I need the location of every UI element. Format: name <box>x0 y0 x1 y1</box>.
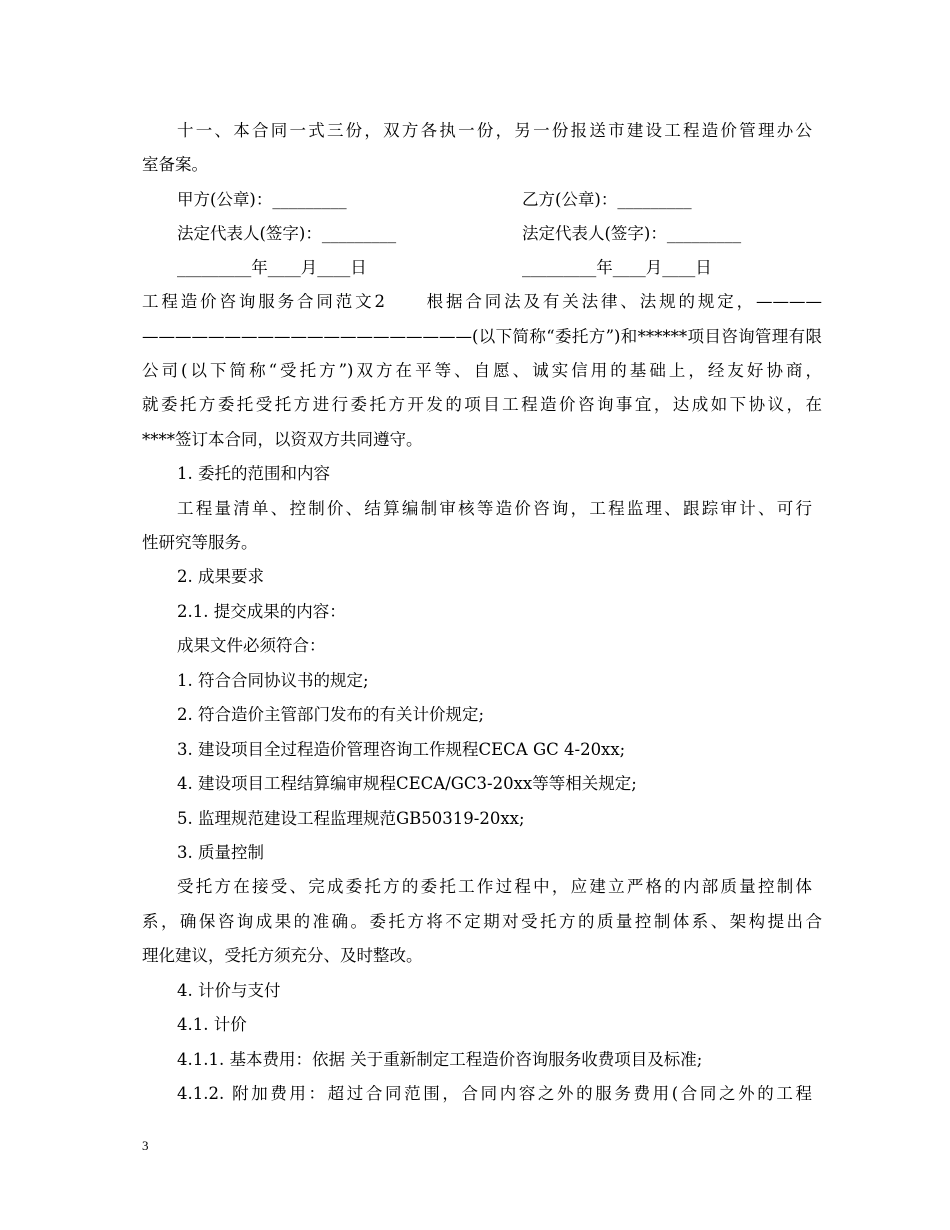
subsection-heading: 4.1. 计价 <box>177 1015 247 1034</box>
party-b-date-line: _________年____月____日 <box>522 258 712 277</box>
party-a-seal-line: 甲方(公章)：_________ <box>177 190 347 209</box>
party-a-representative-line: 法定代表人(签字)：_________ <box>177 224 397 243</box>
list-item: 3. 建设项目全过程造价管理咨询工作规程CECA GC 4-20xx; <box>177 740 626 759</box>
list-item: 1. 符合合同协议书的规定; <box>177 671 369 690</box>
party-a-date-line: _________年____月____日 <box>177 258 367 277</box>
paragraph-line: 十一、本合同一式三份，双方各执一份，另一份报送市建设工程造价管理办公 <box>177 121 812 140</box>
paragraph-line: 性研究等服务。 <box>142 533 258 552</box>
list-item: 2. 符合造价主管部门发布的有关计价规定; <box>177 705 485 724</box>
paragraph-line: ————————————————————(以下简称“委托方”)和******项目咨询管理有限 <box>142 327 822 346</box>
paragraph-line: 就委托方委托受托方进行委托方开发的项目工程造价咨询事宜，达成如下协议，在 <box>142 395 822 414</box>
section-heading: 3. 质量控制 <box>177 843 264 862</box>
section-heading: 2. 成果要求 <box>177 567 264 586</box>
paragraph-line: ****签订本合同，以资双方共同遵守。 <box>142 430 423 449</box>
paragraph-line: 工程量清单、控制价、结算编制审核等造价咨询，工程监理、跟踪审计、可行 <box>177 499 812 518</box>
paragraph-line: 4.1.1. 基本费用：依据 关于重新制定工程造价咨询服务收费项目及标准; <box>177 1050 703 1069</box>
paragraph-line: 系，确保咨询成果的准确。委托方将不定期对受托方的质量控制体系、架构提出合 <box>142 912 822 931</box>
party-b-representative-line: 法定代表人(签字)：_________ <box>522 224 742 243</box>
paragraph-line: 4.1.2. 附加费用：超过合同范围，合同内容之外的服务费用(合同之外的工程 <box>177 1084 812 1103</box>
paragraph-line: 工程造价咨询服务合同范文2 根据合同法及有关法律、法规的规定，———— <box>142 292 822 311</box>
party-b-seal-line: 乙方(公章)：_________ <box>522 190 692 209</box>
paragraph-line: 理化建议，受托方须充分、及时整改。 <box>142 946 423 965</box>
section-heading: 4. 计价与支付 <box>177 981 281 1000</box>
list-item: 5. 监理规范建设工程监理规范GB50319-20xx; <box>177 809 525 828</box>
list-item: 4. 建设项目工程结算编审规程CECA/GC3-20xx等等相关规定; <box>177 774 637 793</box>
paragraph-line: 成果文件必须符合： <box>177 636 326 655</box>
section-heading: 1. 委托的范围和内容 <box>177 464 330 483</box>
paragraph-line: 公司(以下简称“受托方”)双方在平等、自愿、诚实信用的基础上，经友好协商， <box>142 361 822 380</box>
subsection-heading: 2.1. 提交成果的内容： <box>177 602 346 621</box>
paragraph-line: 室备案。 <box>142 155 208 174</box>
page-number: 3 <box>142 1138 149 1153</box>
paragraph-line: 受托方在接受、完成委托方的委托工作过程中，应建立严格的内部质量控制体 <box>177 877 812 896</box>
